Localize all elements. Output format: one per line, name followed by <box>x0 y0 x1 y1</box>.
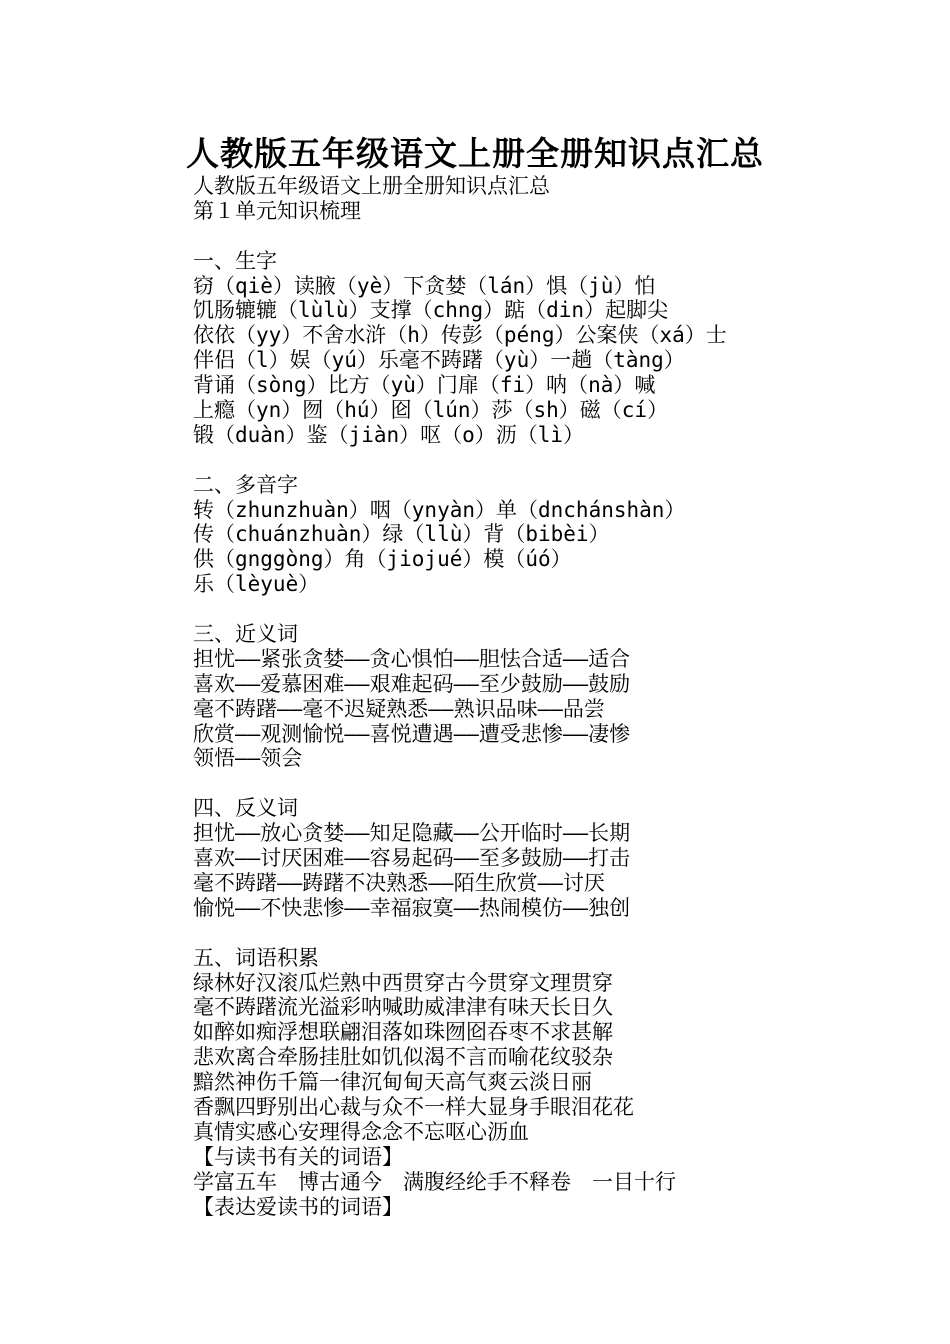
text-line: 愉悦——不快悲惨——幸福寂寞——热闹模仿——独创 <box>193 895 631 920</box>
section-heading: 二、多音字 <box>193 472 298 497</box>
text-line: 毫不踌躇——踌躇不决熟悉——陌生欣赏——讨厌 <box>193 870 605 895</box>
text-line: 担忧——放心贪婪——知足隐藏——公开临时——长期 <box>193 821 631 846</box>
section-vocabulary <box>193 946 933 1220</box>
section-antonyms <box>193 796 933 920</box>
section-heading: 四、反义词 <box>193 796 298 821</box>
text-line: 担忧——紧张贪婪——贪心惧怕——胆怯合适——适合 <box>193 646 631 671</box>
text-line: 锻（duàn）鉴（jiàn）呕（o）沥（lì） <box>193 422 585 447</box>
text-line: 悲欢离合牵肠挂肚如饥似渴不言而喻花纹驳杂 <box>193 1045 613 1070</box>
section-new-characters <box>193 249 933 448</box>
text-line: 欣赏——观测愉悦——喜悦遭遇——遭受悲惨——凄惨 <box>193 721 631 746</box>
subheading: 【与读书有关的词语】 <box>193 1144 403 1169</box>
subheading: 【表达爱读书的词语】 <box>193 1194 403 1219</box>
text-line: 绿林好汉滚瓜烂熟中西贯穿古今贯穿文理贯穿 <box>193 970 613 995</box>
unit-heading: 第１单元知识梳理 <box>193 198 361 223</box>
section-heading: 一、生字 <box>193 248 277 273</box>
text-line: 黯然神伤千篇一律沉甸甸天高气爽云淡日丽 <box>193 1070 592 1095</box>
spacer <box>193 597 933 622</box>
text-line: 毫不踌躇——毫不迟疑熟悉——熟识品味——品尝 <box>193 696 605 721</box>
text-line: 饥肠辘辘（lùlù）支撑（chng）踮（din）起脚尖 <box>193 298 669 323</box>
section-heading: 三、近义词 <box>193 622 298 647</box>
section-synonyms <box>193 622 933 771</box>
section-heading: 五、词语积累 <box>193 945 319 970</box>
text-line: 香飘四野别出心裁与众不一样大显身手眼泪花花 <box>193 1094 634 1119</box>
section-polyphonic-characters <box>193 473 933 597</box>
document-title: 人教版五年级语文上册全册知识点汇总 <box>186 134 764 173</box>
text-line: 乐（lèyuè） <box>193 572 320 597</box>
text-line: 背诵（sòng）比方（yù）门扉（fi）呐（nà）喊 <box>193 373 656 398</box>
text-line: 毫不踌躇流光溢彩呐喊助威津津有味天长日久 <box>193 995 613 1020</box>
text-line: 依依（yy）不舍水浒（h）传彭（péng）公案侠（xá）士 <box>193 323 727 348</box>
text-line: 喜欢——讨厌困难——容易起码——至多鼓励——打击 <box>193 846 631 871</box>
text-line: 如醉如痴浮想联翩泪落如珠囫囵吞枣不求甚解 <box>193 1020 613 1045</box>
text-line: 传（chuánzhuàn）绿（llù）背（bibèi） <box>193 522 610 547</box>
text-line: 领悟——领会 <box>193 746 303 771</box>
document-body <box>193 174 933 1219</box>
text-line: 喜欢——爱慕困难——艰难起码——至少鼓励——鼓励 <box>193 671 631 696</box>
text-line: 伴侣（l）娱（yú）乐毫不踌躇（yù）一趟（tàng） <box>193 348 685 373</box>
text-line: 上瘾（yn）囫（hú）囵（lún）莎（sh）磁（cí） <box>193 398 669 423</box>
spacer <box>193 224 933 249</box>
text-line: 学富五车 博古通今 满腹经纶手不释卷 一目十行 <box>193 1169 676 1194</box>
text-line: 窃（qiè）读腋（yè）下贪婪（lán）惧（jù）怕 <box>193 273 656 298</box>
text-line: 供（gnggòng）角（jiojué）模（úó） <box>193 547 572 572</box>
spacer <box>193 921 933 946</box>
subtitle: 人教版五年级语文上册全册知识点汇总 <box>193 174 550 198</box>
text-line: 真情实感心安理得念念不忘呕心沥血 <box>193 1119 529 1144</box>
spacer <box>193 771 933 796</box>
text-line: 转（zhunzhuàn）咽（ynyàn）单（dnchánshàn） <box>193 497 686 522</box>
spacer <box>193 448 933 473</box>
